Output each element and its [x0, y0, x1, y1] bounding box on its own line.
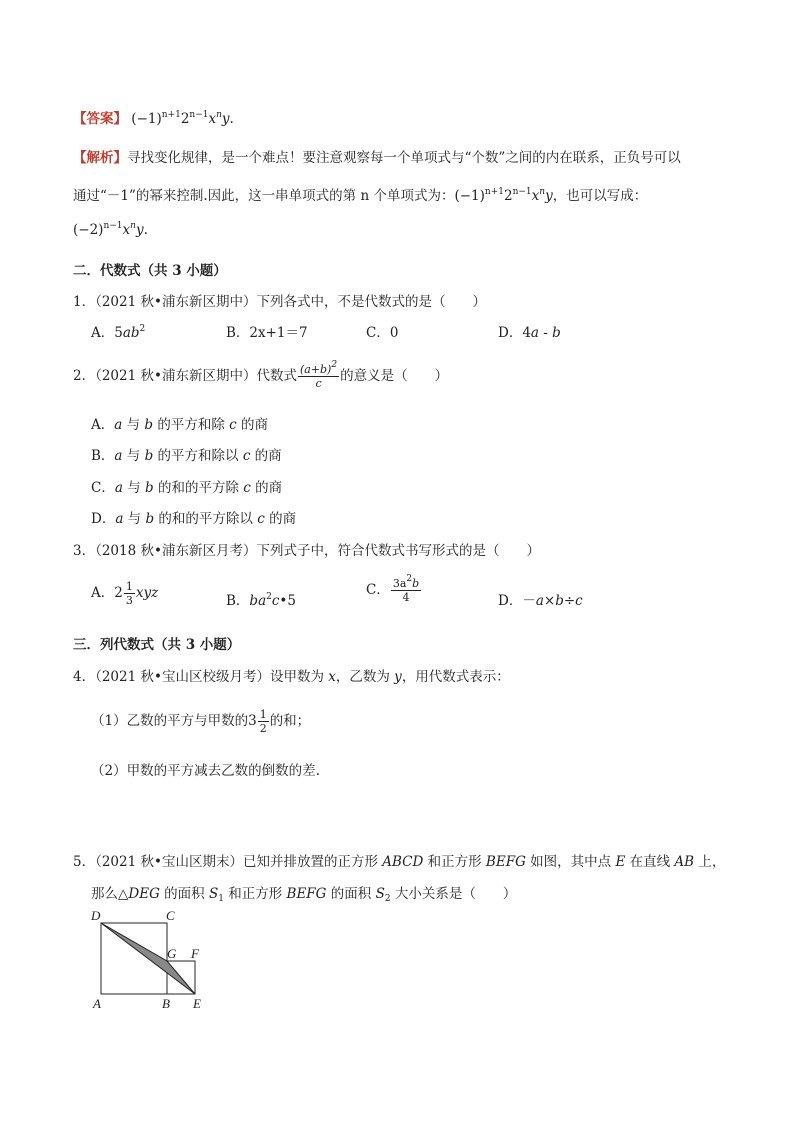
analysis-tag: 【解析】 — [73, 150, 127, 166]
section-2-title: 二．代数式（共 3 小题） — [73, 263, 227, 279]
q5-figure — [85, 903, 215, 1013]
q3-option-c: C． $\frac{3a^2b}{4}$ — [366, 574, 420, 604]
q2-fraction: $\frac{(a+b)^2}{c}$ — [299, 360, 338, 390]
label-a: A — [93, 996, 101, 1011]
q3-option-a: A．2 $\frac{1}{3}$ xyz — [91, 580, 159, 607]
label-c: C — [166, 908, 175, 923]
q1-stem: 1．（2021 秋•浦东新区期中）下列各式中，不是代数式的是（ ） — [73, 294, 486, 310]
analysis-line-2: 通过“－1”的幂来控制.因此，这一串单项式的第 n 个单项式为：$(-1)^{n+1}2^{n-1}x^ny$，也可以写成： — [73, 187, 648, 204]
q2-option-a: A．a 与 b 的平方和除 c 的商 — [91, 417, 269, 433]
q1-option-c: C．0 — [366, 325, 399, 341]
q2-option-d: D．a 与 b 的和的平方除以 c 的商 — [91, 511, 297, 527]
label-g: G — [167, 946, 177, 961]
q5-line-1: 5．（2021 秋•宝山区期末）已知并排放置的正方形 ABCD 和正方形 BEFG 如图，其中点 E 在直线 AB 上， — [73, 854, 726, 870]
triangle-deg — [101, 923, 195, 994]
q3-stem: 3．（2018 秋•浦东新区月考）下列式子中，符合代数式书写形式的是（ ） — [73, 543, 540, 559]
section-3-title: 三．列代数式（共 3 小题） — [73, 637, 241, 653]
label-e: E — [193, 996, 201, 1011]
analysis-formula: $(-1)^{n+1}2^{n-1}x^ny$ — [454, 187, 553, 204]
q5-line-2: 那么△DEG 的面积 $S_1$ 和正方形 BEFG 的面积 $S_2$ 大小关系是（ ） — [91, 886, 517, 904]
q4-part-1: （1）乙数的平方与甲数的3 $\frac{1}{2}$ 的和； — [91, 708, 311, 735]
label-f: F — [191, 946, 199, 961]
analysis-line-1: 【解析】寻找变化规律，是一个难点！要注意观察每一个单项式与“个数”之间的内在联系，正负号可以 — [73, 150, 681, 166]
q3-option-b: B．$ba^2c•5$ — [226, 592, 296, 609]
analysis-line-3: $(-2)^{n-1}x^ny$. — [73, 221, 148, 238]
q2-stem: 2．（2021 秋•浦东新区期中）代数式 $\frac{(a+b)^2}{c}$ 的意义是（ ） — [73, 360, 449, 390]
answer-formula: $(-1)^{n+1}2^{n-1}x^ny$. — [131, 110, 234, 127]
label-b: B — [162, 996, 170, 1011]
q2-option-b: B．a 与 b 的平方和除以 c 的商 — [91, 448, 282, 464]
label-d: D — [91, 908, 101, 923]
answer-tag: 【答案】 — [73, 111, 127, 127]
q1-option-d: D．4a - b — [498, 325, 561, 341]
q1-option-a: A．$5ab^2$ — [91, 324, 146, 341]
answer-line — [73, 107, 234, 127]
q1-option-b: B．2x+1＝7 — [226, 325, 308, 341]
q3-option-d: D．－a×b÷c — [498, 593, 583, 609]
q2-option-c: C．a 与 b 的和的平方除 c 的商 — [91, 480, 283, 496]
q4-part-2: （2）甲数的平方减去乙数的倒数的差. — [91, 763, 320, 779]
q4-stem: 4．（2021 秋•宝山区校级月考）设甲数为 x，乙数为 y，用代数式表示： — [73, 669, 510, 685]
